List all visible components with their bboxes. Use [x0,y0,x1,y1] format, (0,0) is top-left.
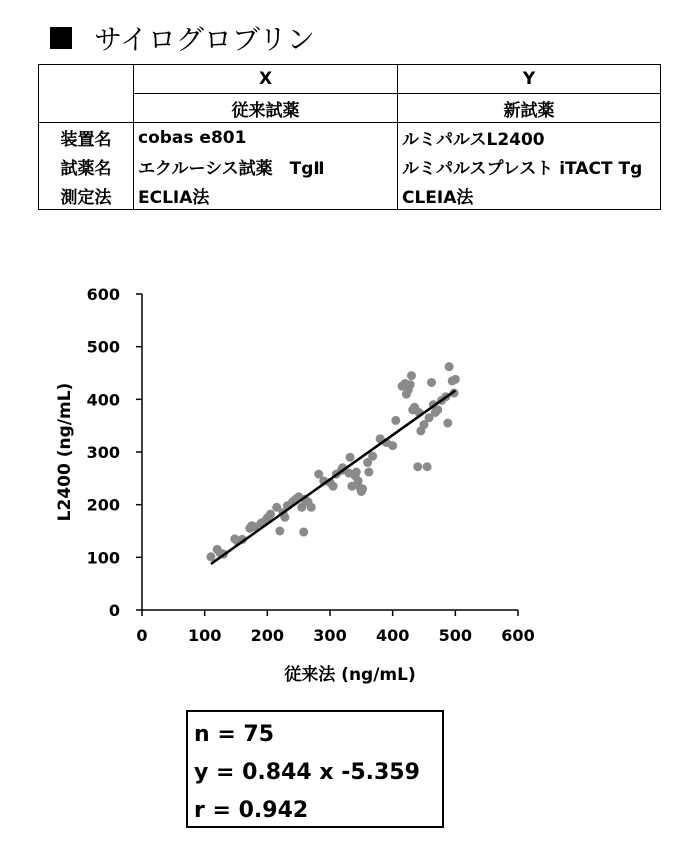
data-point [352,468,361,477]
row-label: 試薬名 [39,152,134,181]
x-tick-label: 300 [313,626,347,645]
y-tick-label: 300 [86,443,120,462]
data-points [206,362,459,561]
x-tick-label: 400 [375,626,410,645]
y-tick-label: 400 [86,390,120,410]
regression-line [211,391,455,564]
data-point [413,462,422,471]
x-tick-label: 500 [438,626,473,645]
data-point [364,468,373,477]
data-point [391,416,400,425]
row-y-value: ルミパルスプレスト iTACT Tg [398,152,661,181]
data-point [388,441,397,450]
data-point [451,375,460,384]
title-text: サイログロブリン [94,23,315,56]
x-tick-label: 200 [250,626,285,645]
data-point [445,362,454,371]
x-header: X [134,65,398,94]
row-label: 装置名 [39,123,134,153]
y-axis-label: L2400 (ng/mL) [55,382,75,522]
data-point [299,528,308,537]
data-point [346,453,355,462]
y-tick-label: 200 [86,495,120,515]
x-tick-label: 100 [187,626,222,645]
row-label: 測定法 [39,181,134,210]
x-tick-label: 0 [136,626,148,645]
row-x-value: エクルーシス試薬 TgⅡ [134,152,398,181]
regression-equation: y = 0.844 x -5.359 [194,760,420,785]
chart-axes [87,285,535,645]
row-y-value: CLEIA法 [398,181,661,210]
data-point [358,484,367,493]
data-point [423,462,432,471]
y-tick-label: 600 [86,285,120,304]
data-point [206,552,215,561]
stats-box [186,710,444,828]
sample-count: n = 75 [194,722,275,747]
y-tick-label: 0 [108,601,120,620]
row-x-value: ECLIA法 [134,181,398,210]
y-tick-label: 500 [86,337,120,357]
data-point [406,380,415,389]
row-y-value: ルミパルスL2400 [398,123,661,153]
regression-line-group [211,391,455,564]
data-point [407,371,416,380]
x-tick-label: 600 [501,626,535,645]
data-point [427,378,436,387]
y-subheader: 新試薬 [398,94,661,123]
data-point [368,452,377,461]
y-header: Y [398,65,661,94]
data-point [266,510,275,519]
x-subheader: 従来試薬 [134,94,398,123]
correlation-coefficient: r = 0.942 [194,798,309,823]
data-point [443,419,452,428]
data-point [307,503,316,512]
row-x-value: cobas e801 [134,123,398,153]
x-axis-label: 従来法 (ng/mL) [284,665,416,685]
data-point [329,482,338,491]
data-point [275,527,284,536]
y-tick-label: 100 [86,548,120,568]
